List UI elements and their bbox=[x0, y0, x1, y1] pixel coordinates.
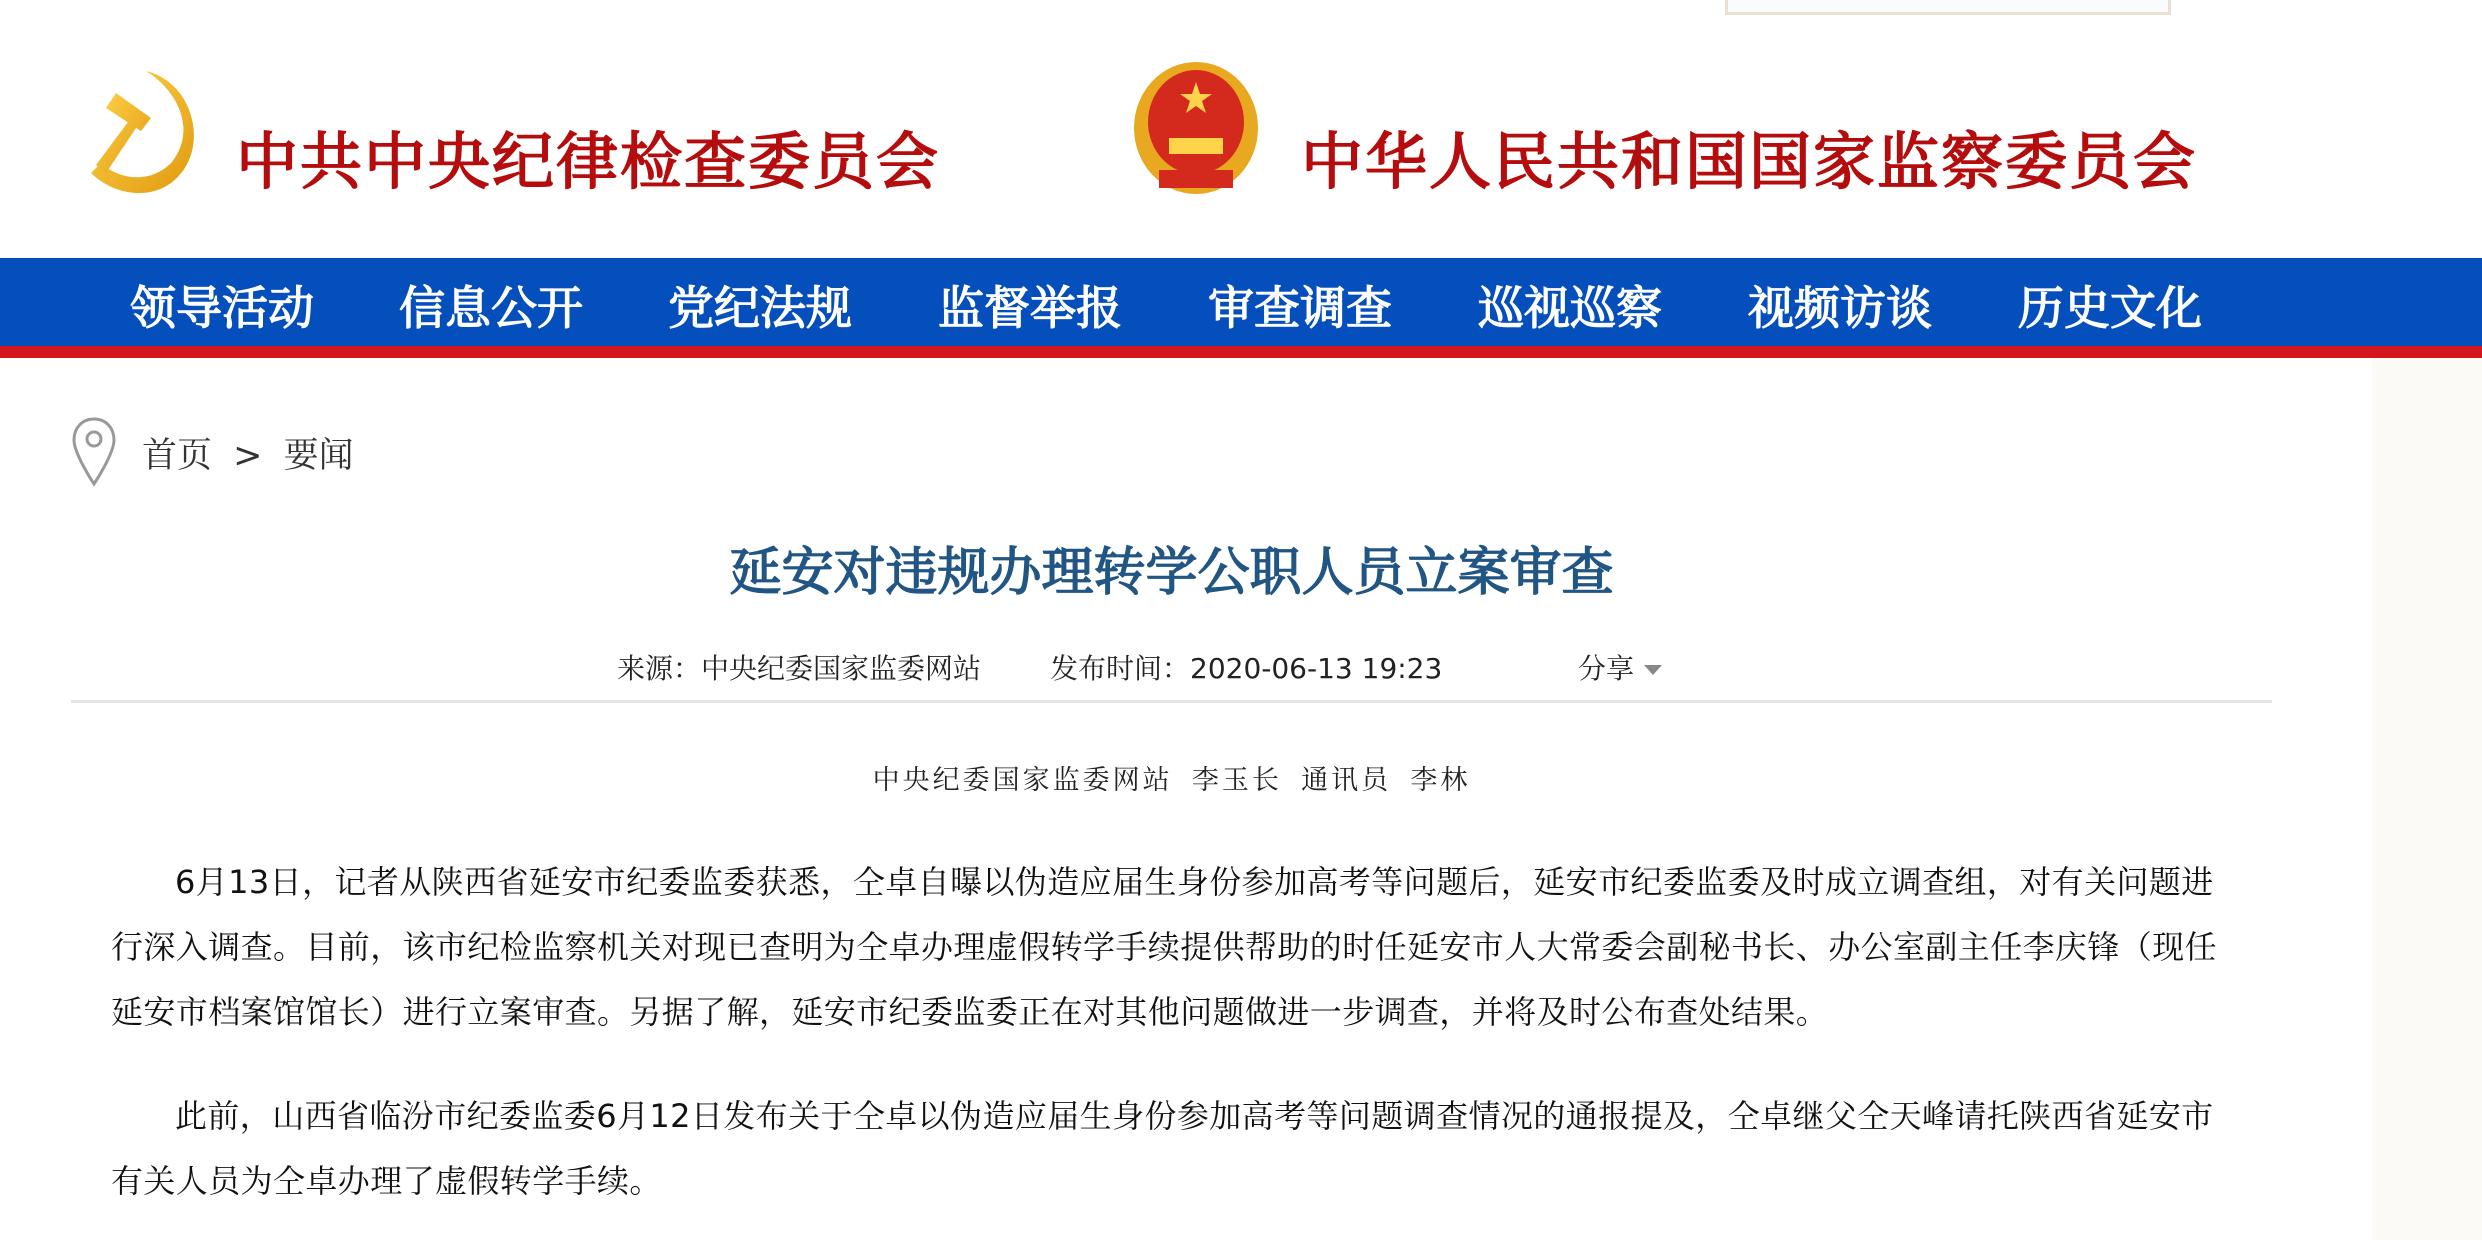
location-pin-icon bbox=[70, 416, 118, 488]
article-pubtime: 发布时间：2020-06-13 19:23 bbox=[1050, 652, 1443, 685]
chevron-down-icon bbox=[1644, 665, 1662, 675]
nav-item-inspection[interactable]: 巡视巡察 bbox=[1478, 281, 1662, 335]
nav-item-leaders[interactable]: 领导活动 bbox=[130, 281, 314, 335]
ccdi-title: 中共中央纪律检查委员会 bbox=[236, 125, 941, 198]
national-emblem-logo bbox=[1129, 60, 1263, 200]
breadcrumb-separator: > bbox=[233, 436, 263, 476]
article-headline: 延安对违规办理转学公职人员立案审查 bbox=[729, 543, 1614, 603]
share-label: 分享 bbox=[1578, 652, 1635, 685]
nav-item-history[interactable]: 历史文化 bbox=[2018, 281, 2202, 335]
article-paragraph: 此前，山西省临汾市纪委监委6月12日发布关于仝卓以伪造应届生身份参加高考等问题调查情况的通报提及，仝卓继父仝天峰请托陕西省延安市有关人员为仝卓办理了虚假转学手续。 bbox=[111, 1097, 2214, 1200]
nav-item-investigation[interactable]: 审查调查 bbox=[1208, 281, 1392, 335]
nav-red-stripe bbox=[0, 346, 2482, 358]
article-paragraph: 6月13日，记者从陕西省延安市纪委监委获悉，仝卓自曝以伪造应届生身份参加高考等问题后，延安市纪委监委及时成立调查组，对有关问题进行深入调查。目前，该市纪检监察机关对现已查明为仝卓办理虚假转学手续提供帮助的时任延安市人大常委会副秘书长、办公室副主任李庆锋（现任延安市档案馆馆长）进行立案审查。另据了解，延安市纪委监委正在对其他问题做进一步调查，并将及时公布查处结果。 bbox=[111, 863, 2218, 1031]
nsc-title: 中华人民共和国国家监察委员会 bbox=[1301, 125, 2198, 198]
search-box[interactable] bbox=[1725, 0, 2171, 15]
article-source: 来源：中央纪委国家监委网站 bbox=[617, 652, 982, 685]
side-panel bbox=[2372, 358, 2482, 1240]
breadcrumb-home[interactable]: 首页 bbox=[142, 436, 213, 476]
nav-item-video[interactable]: 视频访谈 bbox=[1748, 281, 1932, 335]
breadcrumb bbox=[142, 428, 364, 478]
nav-item-report[interactable]: 监督举报 bbox=[938, 281, 1122, 335]
share-button[interactable] bbox=[1578, 647, 1662, 687]
main-nav bbox=[0, 258, 2482, 346]
party-emblem-logo bbox=[76, 63, 206, 198]
divider bbox=[71, 700, 2272, 703]
nav-item-info[interactable]: 信息公开 bbox=[399, 281, 583, 335]
breadcrumb-current[interactable]: 要闻 bbox=[283, 436, 354, 476]
article-byline: 中央纪委国家监委网站 李玉长 通讯员 李林 bbox=[872, 765, 1471, 796]
nav-item-regulations[interactable]: 党纪法规 bbox=[668, 281, 852, 335]
